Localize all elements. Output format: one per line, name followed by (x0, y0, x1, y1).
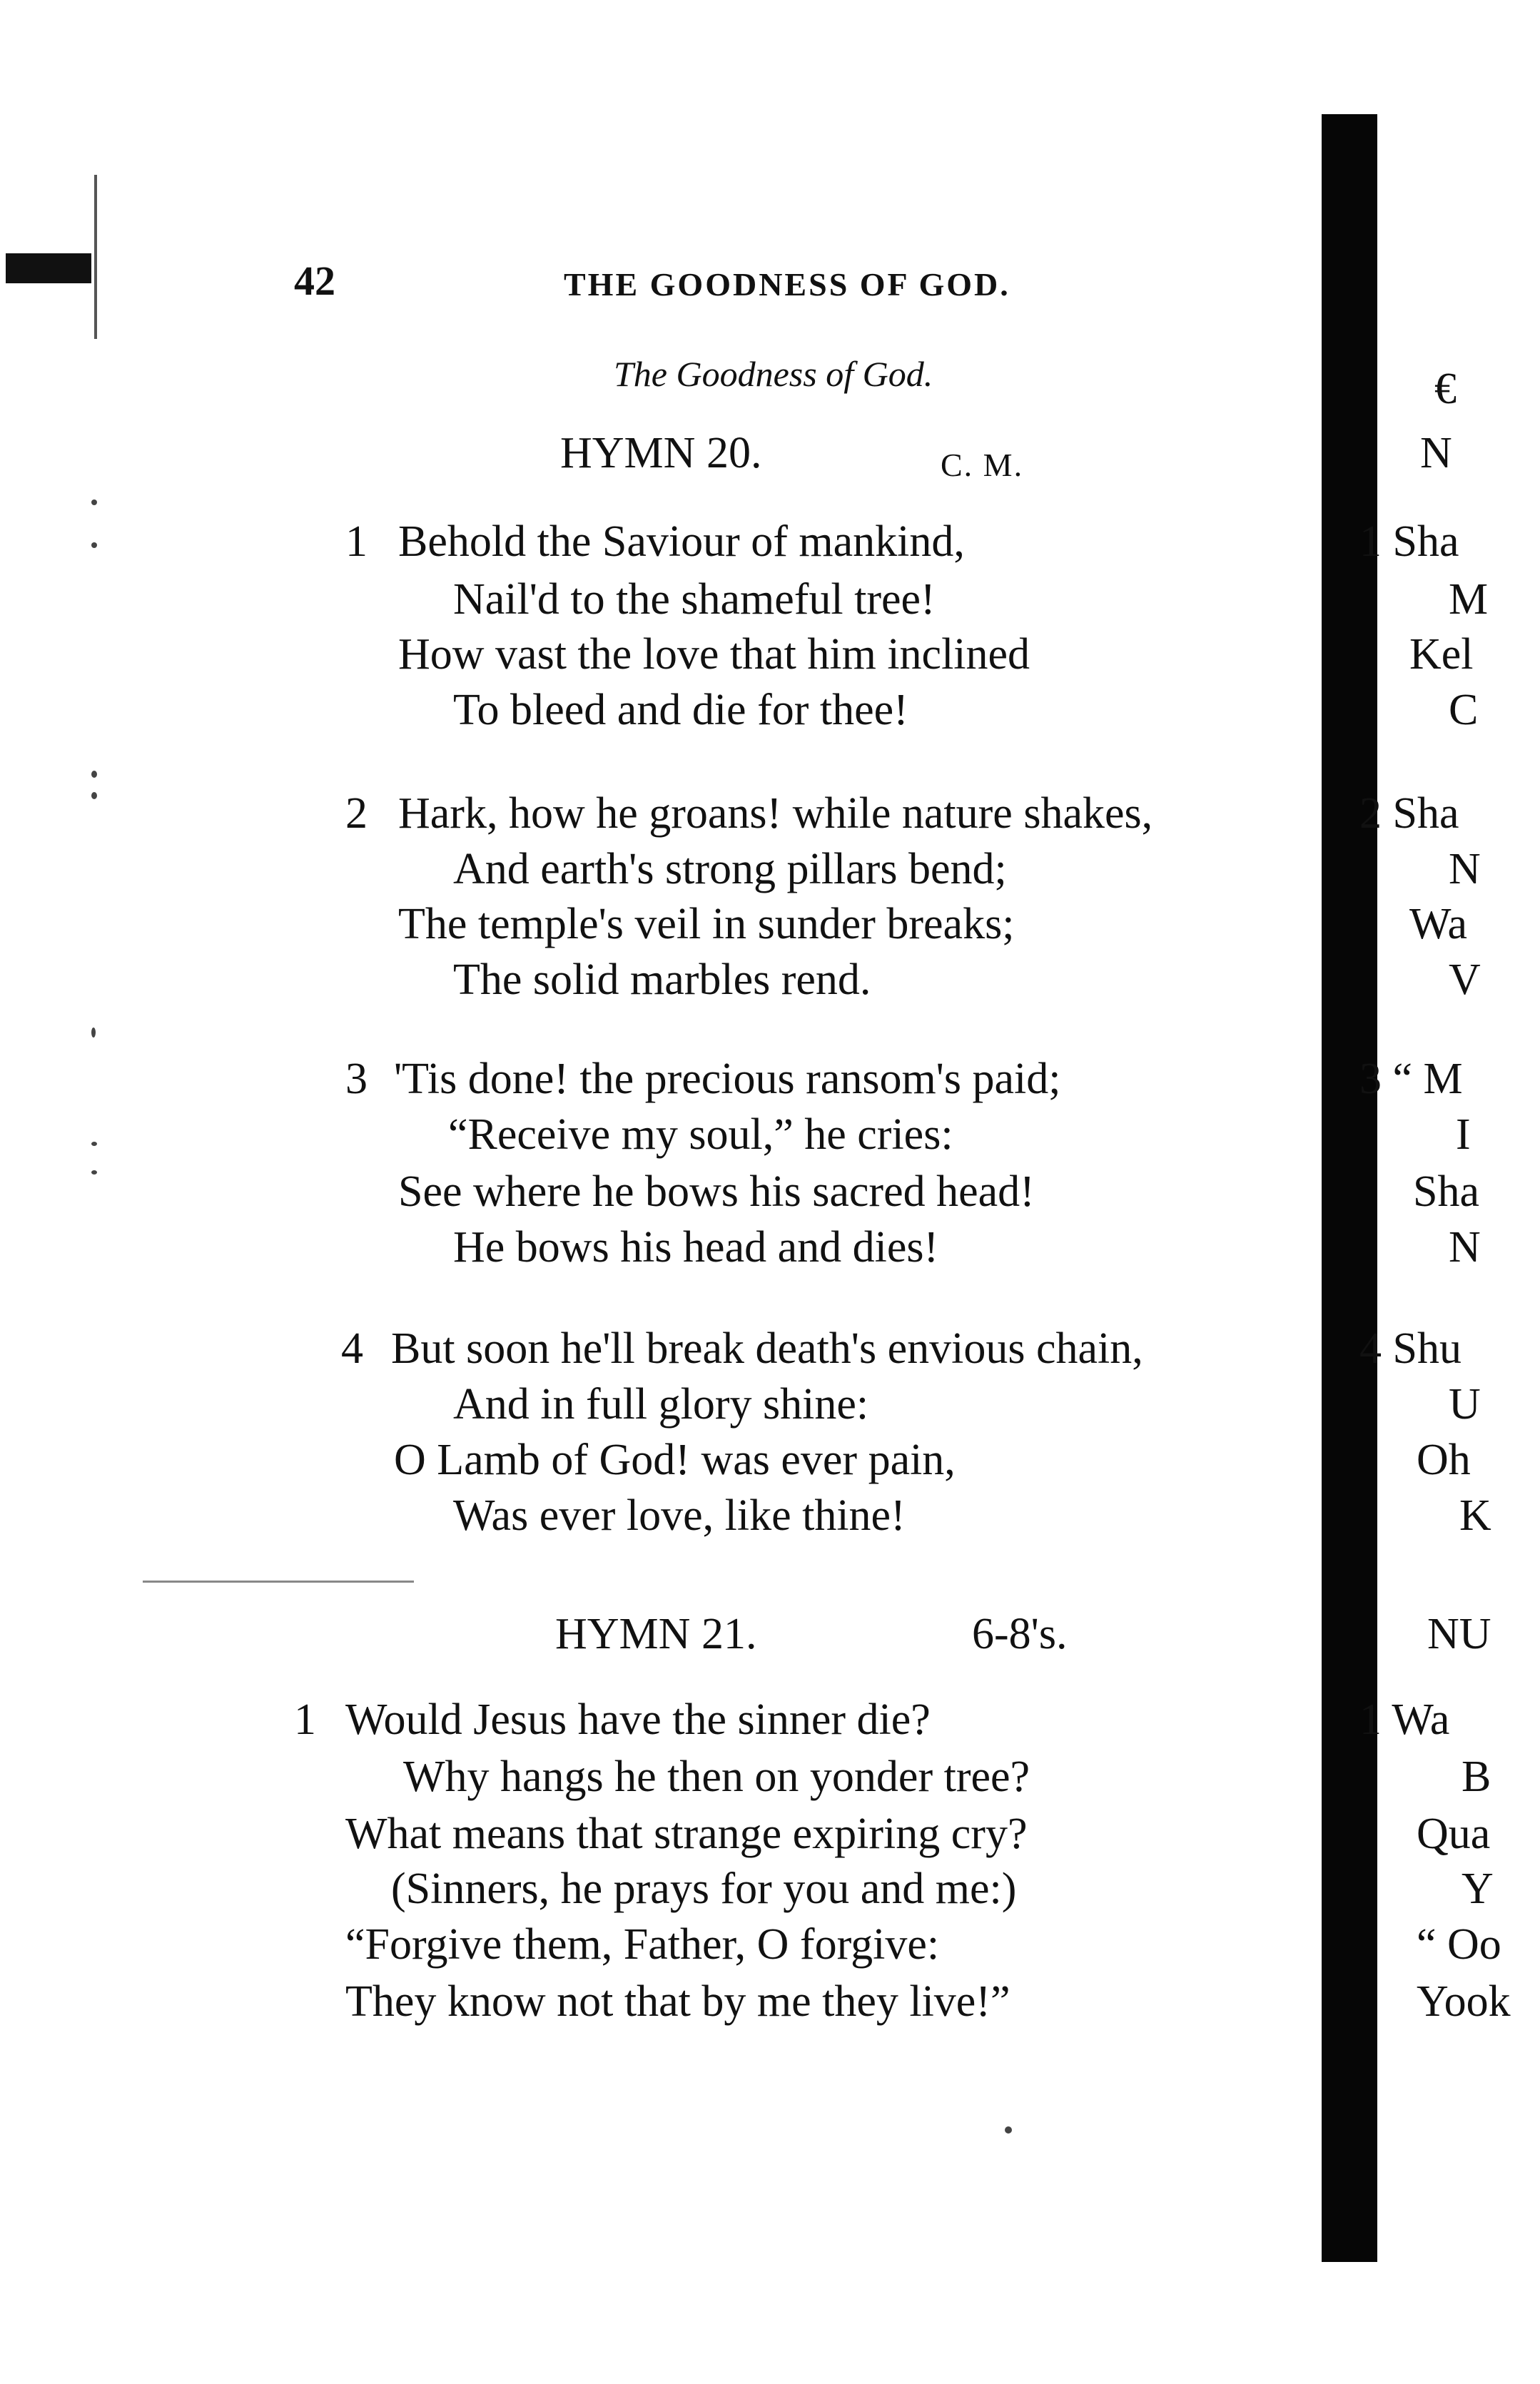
verse-line: 'Tis done! the precious ransom's paid; (394, 1055, 1061, 1103)
facing-line: B (1462, 1753, 1491, 1801)
stanza-number: 2 (345, 789, 368, 838)
facing-line: € (1434, 365, 1457, 413)
verse-line: Hark, how he groans! while nature shakes, (398, 789, 1153, 838)
verse-line: Was ever love, like thine! (453, 1491, 906, 1540)
facing-line: N (1449, 1223, 1481, 1272)
facing-line: M (1449, 575, 1489, 624)
speck (91, 499, 97, 505)
facing-line: Sha (1413, 1167, 1479, 1216)
facing-line: Wa (1409, 900, 1468, 948)
verse-line: “Receive my soul,” he cries: (448, 1110, 953, 1159)
running-head (294, 257, 335, 305)
verse-line: O Lamb of God! was ever pain, (394, 1436, 956, 1484)
verse-line: And earth's strong pillars bend; (453, 845, 1007, 893)
stanza-number: 3 (345, 1055, 368, 1103)
facing-line: I (1456, 1110, 1471, 1159)
speck (91, 1142, 97, 1146)
verse-line: How vast the love that him inclined (398, 630, 1030, 679)
stanza-number: 1 (294, 1695, 316, 1744)
verse-line: The solid marbles rend. (453, 955, 871, 1004)
verse-line: “Forgive them, Father, O forgive: (345, 1920, 940, 1969)
facing-line: Yook (1417, 1977, 1511, 2026)
stanza-number: 1 (345, 517, 368, 566)
facing-line: Oh (1417, 1436, 1471, 1484)
facing-line: V (1449, 955, 1481, 1004)
stray-line (143, 1581, 414, 1583)
facing-line: U (1449, 1380, 1481, 1429)
verse-line: Would Jesus have the sinner die? (345, 1695, 931, 1744)
hymn-heading: HYMN 21. (555, 1610, 757, 1658)
section-title: The Goodness of God. (614, 354, 933, 394)
facing-line: 1 Wa (1359, 1695, 1450, 1744)
facing-line: Qua (1417, 1810, 1491, 1858)
hymn-heading: HYMN 20. (560, 429, 762, 477)
verse-line: He bows his head and dies! (453, 1223, 939, 1272)
verse-line: (Sinners, he prays for you and me:) (391, 1865, 1017, 1913)
speck (91, 1170, 97, 1175)
facing-line: 1 Sha (1359, 517, 1459, 566)
hymn-meter: 6-8's. (972, 1610, 1068, 1658)
page-number: 42 (294, 258, 335, 304)
verse-line: Behold the Saviour of mankind, (398, 517, 965, 566)
verse-line: And in full glory shine: (453, 1380, 869, 1429)
verse-line: What means that strange expiring cry? (345, 1810, 1028, 1858)
facing-line: N (1420, 429, 1452, 477)
speck (1005, 2126, 1012, 2134)
facing-line: “ Oo (1417, 1920, 1501, 1969)
speck (91, 1028, 96, 1038)
margin-rule (94, 175, 97, 339)
verse-line: Why hangs he then on yonder tree? (403, 1753, 1030, 1801)
verse-line: They know not that by me they live!” (345, 1977, 1010, 2026)
verse-line: See where he bows his sacred head! (398, 1167, 1035, 1216)
verse-line: But soon he'll break death's envious chain, (391, 1324, 1143, 1373)
stanza-number: 4 (341, 1324, 363, 1373)
running-title: THE GOODNESS OF GOD. (564, 266, 1010, 303)
binding-mark (6, 253, 91, 283)
speck (91, 771, 97, 778)
hymn-meter: C. M. (941, 447, 1024, 483)
facing-line: 3 “ M (1359, 1055, 1463, 1103)
facing-line: N (1449, 845, 1481, 893)
facing-line: Y (1462, 1865, 1494, 1913)
facing-line: 2 Sha (1359, 789, 1459, 838)
facing-line: K (1459, 1491, 1491, 1540)
facing-line: Kel (1409, 630, 1474, 679)
speck (91, 542, 97, 548)
verse-line: Nail'd to the shameful tree! (453, 575, 936, 624)
facing-line: C (1449, 686, 1479, 734)
facing-line: 4 Shu (1359, 1324, 1462, 1373)
verse-line: The temple's veil in sunder breaks; (398, 900, 1015, 948)
speck (91, 792, 97, 799)
verse-line: To bleed and die for thee! (453, 686, 908, 734)
facing-line: NU (1427, 1610, 1491, 1658)
binding-gutter (1322, 114, 1377, 2262)
